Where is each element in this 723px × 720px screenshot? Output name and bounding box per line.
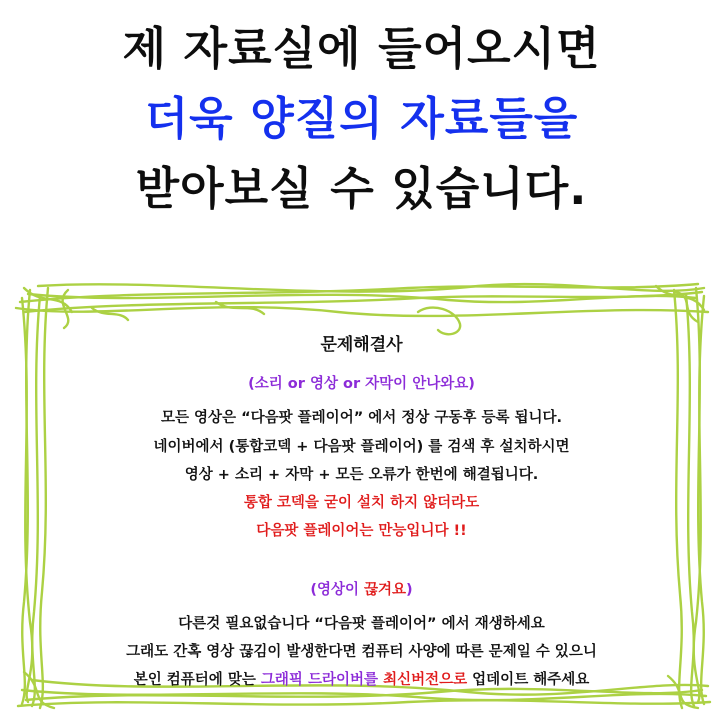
section1-warn-2: 다음팟 플레이어는 만능입니다 !! [256,523,467,540]
section2-line-2: 그래도 간혹 영상 끊김이 발생한다면 컴퓨터 사양에 따른 문제일 수 있으니 [126,644,597,661]
section2-line3-accent2: 최신버전으로 [383,672,468,689]
spacer [38,546,685,576]
section2-line-3 [38,666,685,694]
section1-line-2: 네이버에서 (통합코덱 + 다음팟 플레이어) 를 검색 후 설치하시면 [153,438,570,455]
section1-warn-1: 통합 코덱을 굳이 설치 하지 않더라도 [243,495,480,512]
section2-heading-suffix: ) [406,581,413,598]
headline-line-2: 더욱 양질의 자료들을 [144,91,579,145]
section2-heading [38,576,685,604]
notice-block [38,330,685,695]
section2-line3-accent1: 그래픽 드라이버를 [260,672,384,689]
section2-heading-accent: 끊겨요 [364,581,407,598]
section1-heading: (소리 or 영상 or 자막이 안나와요) [248,376,475,392]
section1-line-3: 영상 + 소리 + 자막 + 모든 오류가 한번에 해결됩니다. [184,466,539,483]
section2-line-1: 다른것 필요없습니다 “다음팟 플레이어” 에서 재생하세요 [178,615,545,632]
section2-heading-prefix: (영상이 [310,581,365,598]
section2-line3-suffix: 업데이트 해주세요 [467,672,590,689]
headline-line-1: 제 자료실에 들어오시면 [122,22,601,75]
headline-block [0,14,723,223]
section2-line3-prefix: 본인 컴퓨터에 맞는 [133,672,261,689]
headline-line-3: 받아보실 수 있습니다. [135,161,588,215]
notice-title: 문제해결사 [320,335,403,355]
section1-line-1: 모든 영상은 “다음팟 플레이어” 에서 정상 구동후 등록 됩니다. [160,410,563,427]
